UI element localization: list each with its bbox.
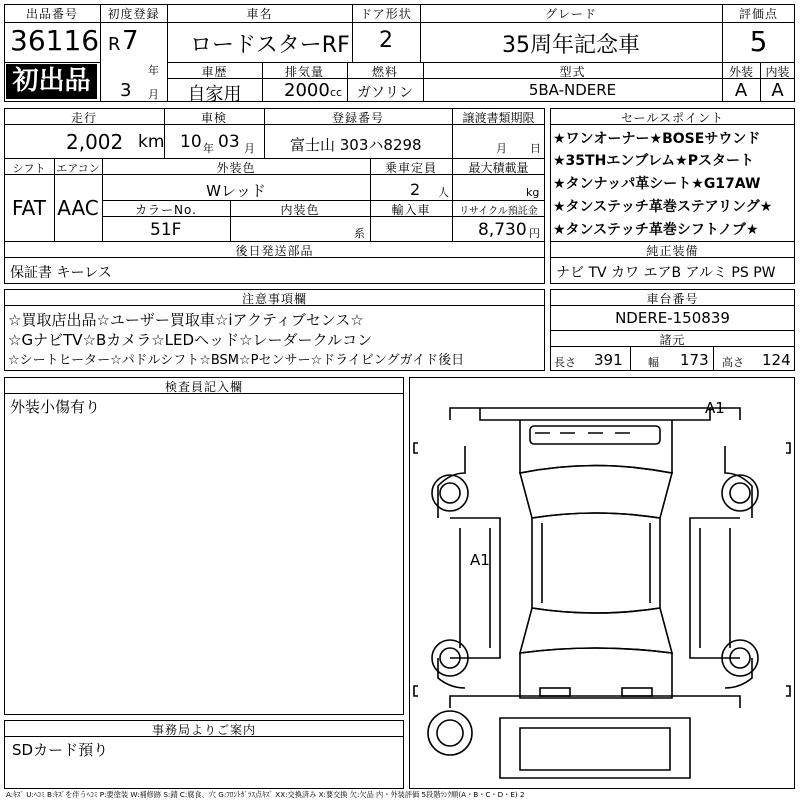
notes-label: 注意事項欄 xyxy=(241,292,307,306)
capacity-unit: 人 xyxy=(438,186,449,199)
office-label: 事務局よりご案内 xyxy=(151,723,256,737)
width-label: 幅 xyxy=(648,356,659,369)
inspection-year: 10 xyxy=(180,132,202,152)
ext-label: 外装 xyxy=(728,65,753,79)
registration-label: 登録番号 xyxy=(331,111,384,125)
legend: A:ｷｽﾞ U:ﾍｺﾐ B:ｷｽﾞを伴うﾍｺﾐ P:要塗装 W:補修跡 S:錆 C:腐食、穴 G:ﾌﾛﾝﾄｶﾞﾗｽ点ｷｽﾞ XX:交換済み X:要交換 欠:欠品 内・外装評価 5段階ﾗﾝｸ順(A・B・C・D・E) 2 xyxy=(6,790,525,799)
sales-line-1: ★ワンオーナー★BOSEサウンド xyxy=(553,131,761,147)
inspection-month-unit: 月 xyxy=(244,142,255,155)
mileage: 2,002 xyxy=(66,130,124,154)
ext-grade: A xyxy=(734,80,748,101)
shift: FAT xyxy=(11,196,46,220)
inspector-label: 検査員記入欄 xyxy=(164,380,243,394)
fuel-label: 燃料 xyxy=(371,65,398,79)
later-parts: 保証書 キーレス xyxy=(10,265,112,281)
car-name-label: 車名 xyxy=(246,7,273,21)
sales-line-4: ★タンステッチ革巻ステアリング★ xyxy=(553,199,773,215)
color-no-label: カラーNo. xyxy=(135,203,197,217)
shift-label: シフト xyxy=(12,162,46,175)
capacity: 2 xyxy=(410,180,421,199)
dims-label: 諸元 xyxy=(659,333,686,347)
year-unit: 年 xyxy=(148,64,159,77)
ac: AAC xyxy=(57,196,99,220)
sales-line-5: ★タンステッチ革巻シフトノブ★ xyxy=(553,222,759,238)
displacement-label: 排気量 xyxy=(284,65,324,79)
displacement: 2000 xyxy=(284,80,330,101)
int-label: 内装 xyxy=(765,65,790,79)
import-label: 輸入車 xyxy=(391,203,431,217)
history-label: 車歴 xyxy=(201,65,228,79)
sales-points-label: セールスポイント xyxy=(621,111,724,125)
first-reg-year: 7 xyxy=(122,26,139,56)
equipment: ナビ TV カワ エアB アルミ PS PW xyxy=(556,265,776,281)
history: 自家用 xyxy=(187,84,242,105)
damage-mark-front: A1 xyxy=(705,399,725,417)
damage-mark-left: A1 xyxy=(470,551,490,569)
ac-label: エアコン xyxy=(56,162,100,175)
car-outline-diagram xyxy=(410,378,794,788)
mileage-unit: km xyxy=(138,132,165,152)
fuel: ガソリン xyxy=(357,85,413,101)
first-reg-label: 初度登録 xyxy=(107,7,160,21)
month-unit: 月 xyxy=(148,88,159,101)
damage-diagram xyxy=(409,377,795,789)
equipment-label: 純正装備 xyxy=(646,244,699,258)
notes-line-3: ☆シートヒーター☆パドルシフト☆BSM☆Pセンサー☆ドライビングガイド後日 xyxy=(8,353,465,368)
rating-label: 評価点 xyxy=(738,7,778,21)
car-name: ロードスターRF xyxy=(190,33,350,58)
notes-line-2: ☆GナビTV☆Bカメラ☆LEDヘッド☆レーダークルコン xyxy=(8,331,373,349)
model: 5BA-NDERE xyxy=(528,81,617,99)
width: 173 xyxy=(680,351,709,369)
chassis-number: NDERE-150839 xyxy=(615,309,730,327)
height-label: 高さ xyxy=(722,356,744,369)
int-color-label: 内装色 xyxy=(280,203,320,217)
inspector-box xyxy=(4,377,404,715)
int-color-unit: 系 xyxy=(354,227,365,240)
displacement-unit: cc xyxy=(330,86,343,99)
first-reg-month: 3 xyxy=(120,80,132,101)
capacity-label: 乗車定員 xyxy=(384,161,437,175)
transfer-month-unit: 月 xyxy=(496,142,507,155)
lot-number: 36116 xyxy=(10,24,100,57)
notes-line-1: ☆買取店出品☆ユーザー買取車☆iアクティブセンス☆ xyxy=(8,311,364,329)
ext-color: Wレッド xyxy=(206,182,266,200)
length-label: 長さ xyxy=(554,356,576,369)
rating: 5 xyxy=(749,25,768,58)
inspection-label: 車検 xyxy=(200,111,227,125)
inspection-month: 03 xyxy=(218,132,240,152)
grade-label: グレード xyxy=(544,7,597,21)
later-parts-label: 後日発送部品 xyxy=(235,244,314,258)
sales-line-2: ★35THエンブレム★Pスタート xyxy=(553,153,754,169)
registration-number: 富士山 303ハ8298 xyxy=(290,136,422,154)
load-label: 最大積載量 xyxy=(468,161,529,175)
lot-number-label: 出品番号 xyxy=(25,7,78,21)
recycle-unit: 円 xyxy=(529,227,540,240)
recycle-label: リサイクル預託金 xyxy=(459,206,538,217)
ext-color-label: 外装色 xyxy=(216,161,256,175)
load-unit: kg xyxy=(526,186,540,199)
doors: 2 xyxy=(379,28,393,53)
inspector-text: 外装小傷有り xyxy=(10,398,101,416)
transfer-label: 譲渡書類期限 xyxy=(462,111,535,125)
recycle: 8,730 xyxy=(478,220,527,240)
sales-line-3: ★タンナッパ革シート★G17AW xyxy=(553,176,761,192)
grade: 35周年記念車 xyxy=(502,33,640,58)
office-text: SDカード預り xyxy=(12,741,109,759)
first-listing-badge: 初出品 xyxy=(6,64,97,99)
mileage-label: 走行 xyxy=(70,111,97,125)
era: R xyxy=(108,34,121,55)
int-grade: A xyxy=(771,80,784,101)
model-label: 型式 xyxy=(559,65,586,79)
height: 124 xyxy=(762,351,791,369)
doors-label: ドア形状 xyxy=(360,7,412,21)
chassis-label: 車台番号 xyxy=(646,292,699,306)
length: 391 xyxy=(594,351,623,369)
inspection-year-unit: 年 xyxy=(203,142,214,155)
transfer-day-unit: 日 xyxy=(530,142,541,155)
color-no: 51F xyxy=(150,220,182,240)
